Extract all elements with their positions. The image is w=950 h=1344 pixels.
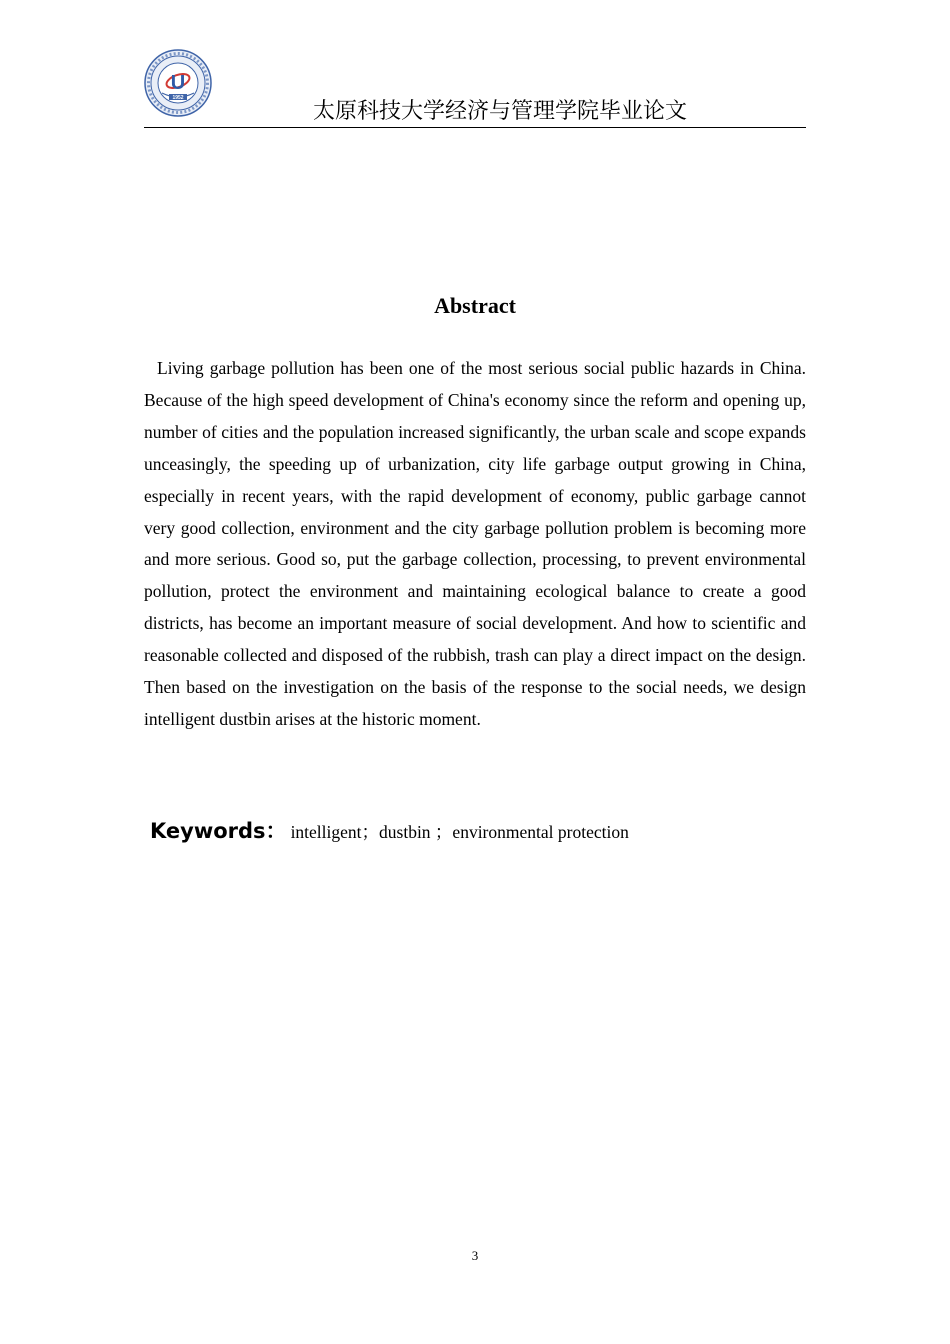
keywords-line [150,816,629,849]
page-number: 3 [471,1248,479,1263]
abstract-heading: Abstract [434,293,516,318]
keywords-label: Keywords： [150,819,287,843]
keywords-values: intelligent；dustbin ；environmental protection [290,822,629,842]
header-title: 太原科技大学经济与管理学院毕业论文 [312,99,687,124]
logo-year: 1952 [172,95,184,101]
header-divider [144,127,806,128]
logo-letter: U [170,72,186,94]
abstract-body: Living garbage pollution has been one of the most serious social public hazards in China. Because of the high speed development of China's economy since the reform and opening up, number of cities and the population increased significantly, the urban scale and scope expands unceasingly, the speeding up of urbanization, city life garbage output growing in China, especially in recent years, with the rapid development of economy, public garbage cannot very good collection, environment and the city garbage pollution problem is becoming more and more serious. Good so, put the garbage collection, processing, to prevent environmental pollution, protect the environment and maintaining ecological balance to create a good districts, has become an important measure of social development. And how to scientific and reasonable collected and disposed of the rubbish, trash can play a direct impact on the design. Then based on the investigation on the basis of the response to the social needs, we design intelligent dustbin arises at the historic moment. [144,358,806,729]
